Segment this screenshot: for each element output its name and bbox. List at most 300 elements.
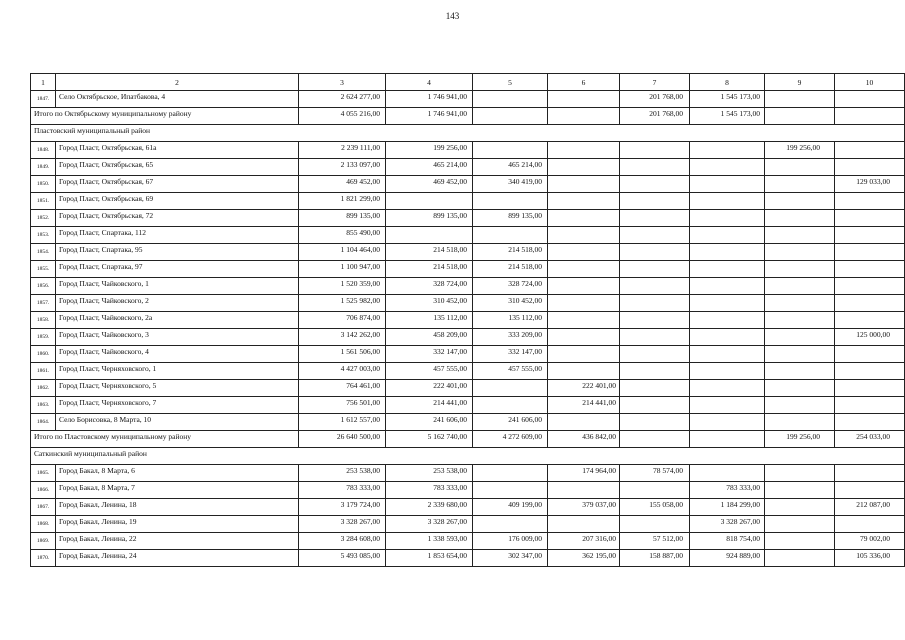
value-cell-col7: 201 768,00 [620, 108, 690, 125]
table-row [31, 142, 905, 159]
column-header-3: 3 [299, 74, 386, 91]
value-cell-col5: 457 555,00 [473, 363, 548, 380]
value-cell-col3: 899 135,00 [299, 210, 386, 227]
value-cell-col5 [473, 465, 548, 482]
value-cell-col10 [835, 261, 905, 278]
value-cell-col8 [690, 329, 765, 346]
value-cell-col8 [690, 431, 765, 448]
table-row [31, 363, 905, 380]
value-cell-col10 [835, 91, 905, 108]
value-cell-col10 [835, 227, 905, 244]
value-cell-col3: 3 284 608,00 [299, 533, 386, 550]
value-cell-col3: 756 501,00 [299, 397, 386, 414]
address-cell: Город Пласт, Октябрьская, 61а [56, 142, 299, 159]
value-cell-col3: 1 104 464,00 [299, 244, 386, 261]
table-row [31, 397, 905, 414]
row-number: 1849. [31, 159, 56, 176]
value-cell-col8 [690, 346, 765, 363]
value-cell-col9 [765, 414, 835, 431]
row-number: 1847. [31, 91, 56, 108]
value-cell-col5: 176 009,00 [473, 533, 548, 550]
address-cell: Город Бакал, Ленина, 24 [56, 550, 299, 567]
value-cell-col6: 174 964,00 [548, 465, 620, 482]
value-cell-col7 [620, 210, 690, 227]
value-cell-col5: 302 347,00 [473, 550, 548, 567]
address-cell: Город Пласт, Октябрьская, 65 [56, 159, 299, 176]
value-cell-col3: 2 239 111,00 [299, 142, 386, 159]
value-cell-col9 [765, 533, 835, 550]
value-cell-col7 [620, 431, 690, 448]
value-cell-col10 [835, 312, 905, 329]
value-cell-col9 [765, 397, 835, 414]
value-cell-col3: 26 640 500,00 [299, 431, 386, 448]
value-cell-col5: 465 214,00 [473, 159, 548, 176]
address-cell: Город Пласт, Черняховского, 7 [56, 397, 299, 414]
table-row [31, 159, 905, 176]
table-row [31, 516, 905, 533]
row-number: 1858. [31, 312, 56, 329]
row-number: 1862. [31, 380, 56, 397]
table-row [31, 261, 905, 278]
value-cell-col10 [835, 159, 905, 176]
value-cell-col6 [548, 261, 620, 278]
value-cell-col9 [765, 227, 835, 244]
value-cell-col10 [835, 210, 905, 227]
value-cell-col6 [548, 295, 620, 312]
section-row [31, 448, 905, 465]
value-cell-col9 [765, 516, 835, 533]
value-cell-col7: 155 058,00 [620, 499, 690, 516]
value-cell-col7 [620, 176, 690, 193]
value-cell-col9 [765, 499, 835, 516]
total-label: Итого по Октябрьскому муниципальному району [31, 108, 299, 125]
address-cell: Город Бакал, 8 Марта, 6 [56, 465, 299, 482]
value-cell-col6 [548, 346, 620, 363]
value-cell-col5: 340 419,00 [473, 176, 548, 193]
value-cell-col9 [765, 176, 835, 193]
address-cell: Город Пласт, Спартака, 112 [56, 227, 299, 244]
address-cell: Город Пласт, Чайковского, 3 [56, 329, 299, 346]
value-cell-col4: 332 147,00 [386, 346, 473, 363]
value-cell-col3: 3 328 267,00 [299, 516, 386, 533]
value-cell-col6 [548, 227, 620, 244]
value-cell-col5 [473, 397, 548, 414]
table-row [31, 414, 905, 431]
value-cell-col6: 222 401,00 [548, 380, 620, 397]
value-cell-col9 [765, 261, 835, 278]
address-cell: Город Пласт, Черняховского, 1 [56, 363, 299, 380]
address-cell: Город Пласт, Октябрьская, 72 [56, 210, 299, 227]
section-title: Пластовский муниципальный район [31, 125, 905, 142]
row-number: 1855. [31, 261, 56, 278]
value-cell-col10 [835, 380, 905, 397]
value-cell-col9 [765, 550, 835, 567]
table-row [31, 533, 905, 550]
value-cell-col3: 3 179 724,00 [299, 499, 386, 516]
address-cell: Город Пласт, Чайковского, 4 [56, 346, 299, 363]
value-cell-col5: 328 724,00 [473, 278, 548, 295]
value-cell-col4: 465 214,00 [386, 159, 473, 176]
value-cell-col9 [765, 91, 835, 108]
value-cell-col5: 214 518,00 [473, 244, 548, 261]
address-cell: Город Пласт, Октябрьская, 69 [56, 193, 299, 210]
value-cell-col4: 5 162 740,00 [386, 431, 473, 448]
value-cell-col10 [835, 414, 905, 431]
value-cell-col5: 409 199,00 [473, 499, 548, 516]
column-header-5: 5 [473, 74, 548, 91]
value-cell-col8 [690, 312, 765, 329]
row-number: 1865. [31, 465, 56, 482]
value-cell-col8 [690, 159, 765, 176]
value-cell-col5: 332 147,00 [473, 346, 548, 363]
value-cell-col10: 129 033,00 [835, 176, 905, 193]
value-cell-col9 [765, 159, 835, 176]
address-cell: Город Пласт, Октябрьская, 67 [56, 176, 299, 193]
value-cell-col4: 214 518,00 [386, 244, 473, 261]
value-cell-col9 [765, 329, 835, 346]
address-cell: Город Пласт, Чайковского, 2 [56, 295, 299, 312]
value-cell-col7 [620, 278, 690, 295]
value-cell-col6 [548, 312, 620, 329]
address-cell: Город Бакал, 8 Марта, 7 [56, 482, 299, 499]
value-cell-col6 [548, 516, 620, 533]
table-row [31, 499, 905, 516]
value-cell-col5 [473, 91, 548, 108]
value-cell-col10 [835, 397, 905, 414]
value-cell-col10: 254 033,00 [835, 431, 905, 448]
value-cell-col7 [620, 142, 690, 159]
table-row [31, 550, 905, 567]
value-cell-col9 [765, 346, 835, 363]
value-cell-col10 [835, 295, 905, 312]
address-cell: Город Пласт, Спартака, 95 [56, 244, 299, 261]
column-header-4: 4 [386, 74, 473, 91]
value-cell-col10 [835, 193, 905, 210]
row-number: 1857. [31, 295, 56, 312]
table-row [31, 380, 905, 397]
value-cell-col3: 3 142 262,00 [299, 329, 386, 346]
page-number: 143 [445, 11, 460, 21]
row-number: 1860. [31, 346, 56, 363]
table-header-row [31, 74, 905, 91]
value-cell-col4: 1 338 593,00 [386, 533, 473, 550]
value-cell-col8 [690, 193, 765, 210]
value-cell-col3: 4 427 003,00 [299, 363, 386, 380]
value-cell-col7 [620, 261, 690, 278]
value-cell-col7 [620, 159, 690, 176]
value-cell-col4: 1 746 941,00 [386, 108, 473, 125]
row-number: 1851. [31, 193, 56, 210]
value-cell-col7: 158 887,00 [620, 550, 690, 567]
value-cell-col3: 764 461,00 [299, 380, 386, 397]
value-cell-col5: 241 606,00 [473, 414, 548, 431]
value-cell-col4: 135 112,00 [386, 312, 473, 329]
value-cell-col10: 125 000,00 [835, 329, 905, 346]
section-row [31, 125, 905, 142]
value-cell-col4: 1 853 654,00 [386, 550, 473, 567]
value-cell-col7 [620, 397, 690, 414]
row-number: 1870. [31, 550, 56, 567]
table-row [31, 244, 905, 261]
value-cell-col7 [620, 482, 690, 499]
value-cell-col4: 3 328 267,00 [386, 516, 473, 533]
value-cell-col3: 4 055 216,00 [299, 108, 386, 125]
value-cell-col10 [835, 516, 905, 533]
value-cell-col8: 818 754,00 [690, 533, 765, 550]
value-cell-col9: 199 256,00 [765, 431, 835, 448]
table-row [31, 176, 905, 193]
value-cell-col8 [690, 210, 765, 227]
value-cell-col3: 2 624 277,00 [299, 91, 386, 108]
value-cell-col10: 105 336,00 [835, 550, 905, 567]
row-number: 1850. [31, 176, 56, 193]
value-cell-col8 [690, 465, 765, 482]
value-cell-col4: 458 209,00 [386, 329, 473, 346]
value-cell-col10 [835, 244, 905, 261]
column-header-1: 1 [31, 74, 56, 91]
value-cell-col8: 1 545 173,00 [690, 91, 765, 108]
value-cell-col9 [765, 278, 835, 295]
table-row [31, 227, 905, 244]
value-cell-col3: 1 561 506,00 [299, 346, 386, 363]
row-number: 1854. [31, 244, 56, 261]
value-cell-col9 [765, 193, 835, 210]
row-number: 1866. [31, 482, 56, 499]
value-cell-col4: 222 401,00 [386, 380, 473, 397]
value-cell-col10 [835, 108, 905, 125]
address-cell: Город Бакал, Ленина, 19 [56, 516, 299, 533]
table-row [31, 295, 905, 312]
value-cell-col8: 1 545 173,00 [690, 108, 765, 125]
value-cell-col4: 2 339 680,00 [386, 499, 473, 516]
value-cell-col3: 253 538,00 [299, 465, 386, 482]
address-cell: Город Пласт, Чайковского, 1 [56, 278, 299, 295]
table-row [31, 465, 905, 482]
value-cell-col6 [548, 244, 620, 261]
value-cell-col7 [620, 329, 690, 346]
total-label: Итого по Пластовскому муниципальному району [31, 431, 299, 448]
value-cell-col7: 78 574,00 [620, 465, 690, 482]
column-header-6: 6 [548, 74, 620, 91]
value-cell-col7: 57 512,00 [620, 533, 690, 550]
value-cell-col8: 924 889,00 [690, 550, 765, 567]
table-row [31, 329, 905, 346]
value-cell-col6: 207 316,00 [548, 533, 620, 550]
value-cell-col6 [548, 414, 620, 431]
value-cell-col6: 214 441,00 [548, 397, 620, 414]
value-cell-col3: 5 493 085,00 [299, 550, 386, 567]
value-cell-col7 [620, 380, 690, 397]
value-cell-col7 [620, 244, 690, 261]
value-cell-col3: 706 874,00 [299, 312, 386, 329]
row-number: 1867. [31, 499, 56, 516]
value-cell-col9 [765, 312, 835, 329]
value-cell-col3: 1 520 359,00 [299, 278, 386, 295]
value-cell-col10 [835, 482, 905, 499]
value-cell-col9 [765, 482, 835, 499]
column-header-9: 9 [765, 74, 835, 91]
value-cell-col10 [835, 465, 905, 482]
value-cell-col6: 436 842,00 [548, 431, 620, 448]
value-cell-col3: 1 525 982,00 [299, 295, 386, 312]
value-cell-col4: 214 518,00 [386, 261, 473, 278]
value-cell-col5: 333 209,00 [473, 329, 548, 346]
value-cell-col4: 241 606,00 [386, 414, 473, 431]
value-cell-col6 [548, 176, 620, 193]
value-cell-col6 [548, 159, 620, 176]
value-cell-col8: 1 184 299,00 [690, 499, 765, 516]
value-cell-col3: 469 452,00 [299, 176, 386, 193]
value-cell-col8 [690, 261, 765, 278]
value-cell-col8 [690, 176, 765, 193]
value-cell-col9 [765, 363, 835, 380]
row-number: 1861. [31, 363, 56, 380]
address-cell: Село Борисовка, 8 Марта, 10 [56, 414, 299, 431]
value-cell-col3: 1 612 557,00 [299, 414, 386, 431]
value-cell-col3: 1 821 299,00 [299, 193, 386, 210]
value-cell-col8 [690, 227, 765, 244]
total-row [31, 431, 905, 448]
value-cell-col7 [620, 193, 690, 210]
section-title: Саткинский муниципальный район [31, 448, 905, 465]
row-number: 1848. [31, 142, 56, 159]
value-cell-col8 [690, 295, 765, 312]
value-cell-col6 [548, 329, 620, 346]
value-cell-col5 [473, 108, 548, 125]
value-cell-col9 [765, 108, 835, 125]
value-cell-col5: 899 135,00 [473, 210, 548, 227]
value-cell-col5: 4 272 609,00 [473, 431, 548, 448]
value-cell-col4 [386, 227, 473, 244]
value-cell-col4: 199 256,00 [386, 142, 473, 159]
value-cell-col8 [690, 414, 765, 431]
value-cell-col8 [690, 244, 765, 261]
value-cell-col10 [835, 142, 905, 159]
value-cell-col7 [620, 295, 690, 312]
value-cell-col5 [473, 142, 548, 159]
value-cell-col9: 199 256,00 [765, 142, 835, 159]
value-cell-col7 [620, 414, 690, 431]
value-cell-col8 [690, 380, 765, 397]
budget-table [30, 73, 905, 567]
value-cell-col7 [620, 312, 690, 329]
value-cell-col10 [835, 363, 905, 380]
address-cell: Село Октябрьское, Ипатбакова, 4 [56, 91, 299, 108]
row-number: 1859. [31, 329, 56, 346]
value-cell-col9 [765, 465, 835, 482]
value-cell-col5: 214 518,00 [473, 261, 548, 278]
value-cell-col9 [765, 210, 835, 227]
value-cell-col6: 362 195,00 [548, 550, 620, 567]
value-cell-col6 [548, 193, 620, 210]
table-row [31, 193, 905, 210]
value-cell-col4: 1 746 941,00 [386, 91, 473, 108]
table-row [31, 278, 905, 295]
value-cell-col4: 214 441,00 [386, 397, 473, 414]
value-cell-col8 [690, 278, 765, 295]
value-cell-col3: 2 133 097,00 [299, 159, 386, 176]
value-cell-col4: 783 333,00 [386, 482, 473, 499]
table-row [31, 91, 905, 108]
value-cell-col10: 212 087,00 [835, 499, 905, 516]
row-number: 1853. [31, 227, 56, 244]
value-cell-col5 [473, 193, 548, 210]
value-cell-col8 [690, 142, 765, 159]
value-cell-col10 [835, 278, 905, 295]
value-cell-col7 [620, 516, 690, 533]
row-number: 1869. [31, 533, 56, 550]
value-cell-col6 [548, 363, 620, 380]
value-cell-col6 [548, 210, 620, 227]
value-cell-col5 [473, 227, 548, 244]
row-number: 1864. [31, 414, 56, 431]
value-cell-col8 [690, 363, 765, 380]
value-cell-col7 [620, 346, 690, 363]
value-cell-col4: 469 452,00 [386, 176, 473, 193]
value-cell-col8: 783 333,00 [690, 482, 765, 499]
column-header-10: 10 [835, 74, 905, 91]
value-cell-col8: 3 328 267,00 [690, 516, 765, 533]
table-row [31, 210, 905, 227]
value-cell-col3: 855 490,00 [299, 227, 386, 244]
value-cell-col5: 135 112,00 [473, 312, 548, 329]
address-cell: Город Пласт, Чайковского, 2а [56, 312, 299, 329]
value-cell-col6 [548, 108, 620, 125]
value-cell-col4 [386, 193, 473, 210]
value-cell-col4: 457 555,00 [386, 363, 473, 380]
value-cell-col4: 899 135,00 [386, 210, 473, 227]
value-cell-col3: 783 333,00 [299, 482, 386, 499]
value-cell-col6 [548, 278, 620, 295]
value-cell-col8 [690, 397, 765, 414]
address-cell: Город Пласт, Черняховского, 5 [56, 380, 299, 397]
value-cell-col9 [765, 295, 835, 312]
value-cell-col4: 253 538,00 [386, 465, 473, 482]
row-number: 1852. [31, 210, 56, 227]
value-cell-col6 [548, 482, 620, 499]
column-header-7: 7 [620, 74, 690, 91]
table-row [31, 312, 905, 329]
value-cell-col5 [473, 482, 548, 499]
value-cell-col10: 79 002,00 [835, 533, 905, 550]
value-cell-col7 [620, 227, 690, 244]
value-cell-col5 [473, 516, 548, 533]
value-cell-col7 [620, 363, 690, 380]
column-header-2: 2 [56, 74, 299, 91]
address-cell: Город Пласт, Спартака, 97 [56, 261, 299, 278]
total-row [31, 108, 905, 125]
value-cell-col6 [548, 91, 620, 108]
value-cell-col6: 379 037,00 [548, 499, 620, 516]
row-number: 1863. [31, 397, 56, 414]
value-cell-col9 [765, 244, 835, 261]
value-cell-col4: 310 452,00 [386, 295, 473, 312]
row-number: 1868. [31, 516, 56, 533]
address-cell: Город Бакал, Ленина, 18 [56, 499, 299, 516]
value-cell-col5 [473, 380, 548, 397]
value-cell-col9 [765, 380, 835, 397]
value-cell-col10 [835, 346, 905, 363]
value-cell-col6 [548, 142, 620, 159]
column-header-8: 8 [690, 74, 765, 91]
value-cell-col5: 310 452,00 [473, 295, 548, 312]
value-cell-col4: 328 724,00 [386, 278, 473, 295]
table-row [31, 346, 905, 363]
value-cell-col3: 1 100 947,00 [299, 261, 386, 278]
address-cell: Город Бакал, Ленина, 22 [56, 533, 299, 550]
table-row [31, 482, 905, 499]
value-cell-col7: 201 768,00 [620, 91, 690, 108]
